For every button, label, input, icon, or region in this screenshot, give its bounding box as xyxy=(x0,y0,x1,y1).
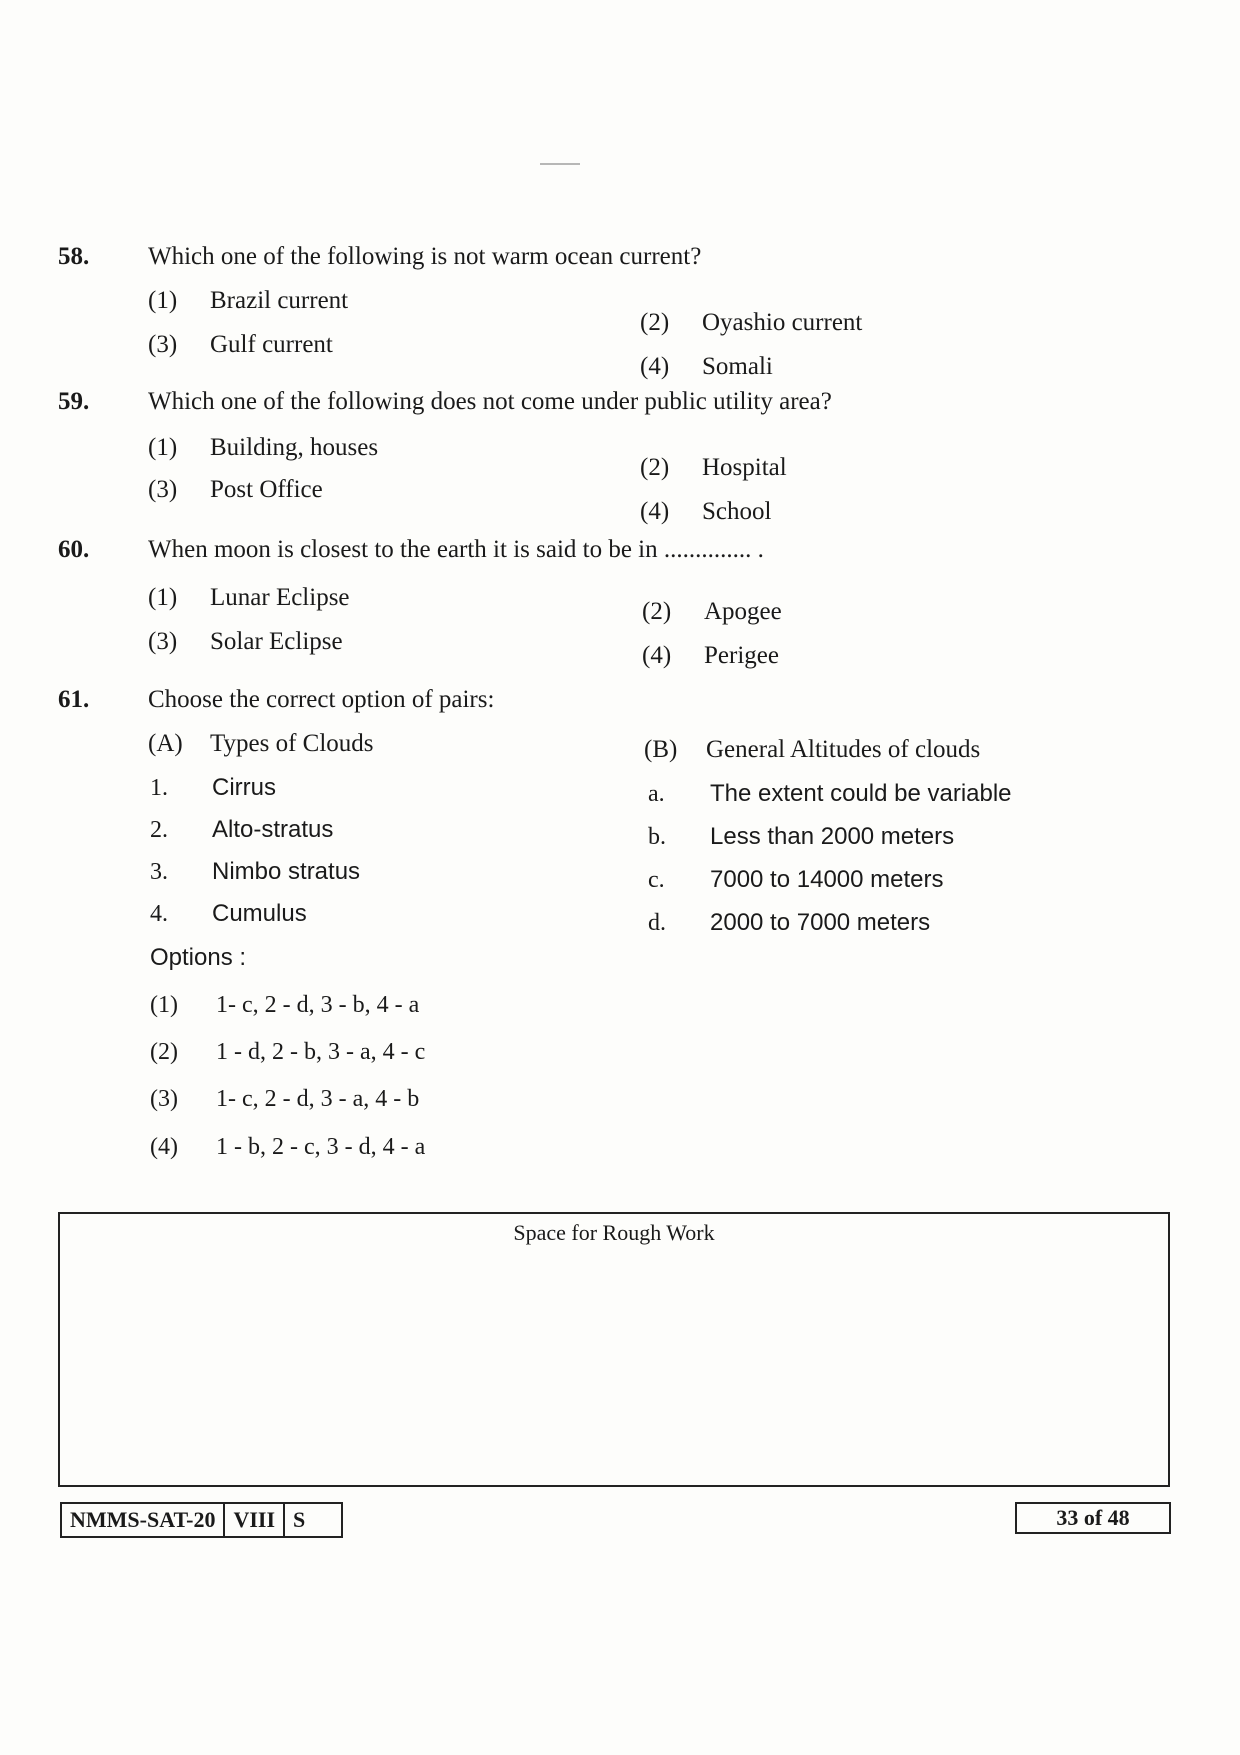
option-1: (1) Lunar Eclipse xyxy=(148,584,350,611)
option-2: (2) Oyashio current xyxy=(640,309,863,336)
column-b-heading: (B) General Altitudes of clouds xyxy=(644,736,981,763)
question-text: Which one of the following does not come under public utility area? xyxy=(148,388,832,415)
scan-mark xyxy=(540,163,580,165)
question-number: 61. xyxy=(58,686,90,713)
option-3: (3) 1- c, 2 - d, 3 - a, 4 - b xyxy=(150,1086,420,1112)
exam-code: NMMS-SAT-20 xyxy=(62,1504,225,1536)
rough-work-box xyxy=(58,1212,1170,1487)
column-b-item: c. 7000 to 14000 meters xyxy=(648,866,944,893)
column-b-item: b. Less than 2000 meters xyxy=(648,823,955,850)
question-text: Which one of the following is not warm ocean current? xyxy=(148,243,702,270)
question-text: Choose the correct option of pairs: xyxy=(148,686,495,713)
question-number: 60. xyxy=(58,536,90,563)
column-b-item: a. The extent could be variable xyxy=(648,780,1012,807)
option-2: (2) Apogee xyxy=(642,598,782,625)
options-label: Options : xyxy=(150,944,247,971)
column-a-item: 3. Nimbo stratus xyxy=(150,858,361,885)
page-number: 33 of 48 xyxy=(1015,1502,1171,1534)
column-b-item: d. 2000 to 7000 meters xyxy=(648,909,931,936)
class-code: VIII xyxy=(225,1504,285,1536)
column-a-heading: (A) Types of Clouds xyxy=(148,730,374,757)
column-a-item: 1. Cirrus xyxy=(150,774,276,801)
option-3: (3) Gulf current xyxy=(148,331,333,358)
option-4: (4) 1 - b, 2 - c, 3 - d, 4 - a xyxy=(150,1134,426,1160)
question-number: 59. xyxy=(58,388,90,415)
option-3: (3) Solar Eclipse xyxy=(148,628,343,655)
option-3: (3) Post Office xyxy=(148,476,323,503)
option-4: (4) Somali xyxy=(640,353,773,380)
option-2: (2) 1 - d, 2 - b, 3 - a, 4 - c xyxy=(150,1039,426,1065)
option-1: (1) 1- c, 2 - d, 3 - b, 4 - a xyxy=(150,992,420,1018)
option-1: (1) Building, houses xyxy=(148,434,379,461)
question-text: When moon is closest to the earth it is said to be in .............. . xyxy=(148,536,764,563)
column-a-item: 2. Alto-stratus xyxy=(150,816,334,843)
option-2: (2) Hospital xyxy=(640,454,787,481)
option-4: (4) Perigee xyxy=(642,642,779,669)
set-code: S xyxy=(293,1507,306,1532)
option-1: (1) Brazil current xyxy=(148,287,349,314)
paper-code xyxy=(60,1502,343,1538)
rough-work-title: Space for Rough Work xyxy=(513,1220,715,1245)
question-number: 58. xyxy=(58,243,90,270)
option-4: (4) School xyxy=(640,498,772,525)
column-a-item: 4. Cumulus xyxy=(150,900,307,927)
